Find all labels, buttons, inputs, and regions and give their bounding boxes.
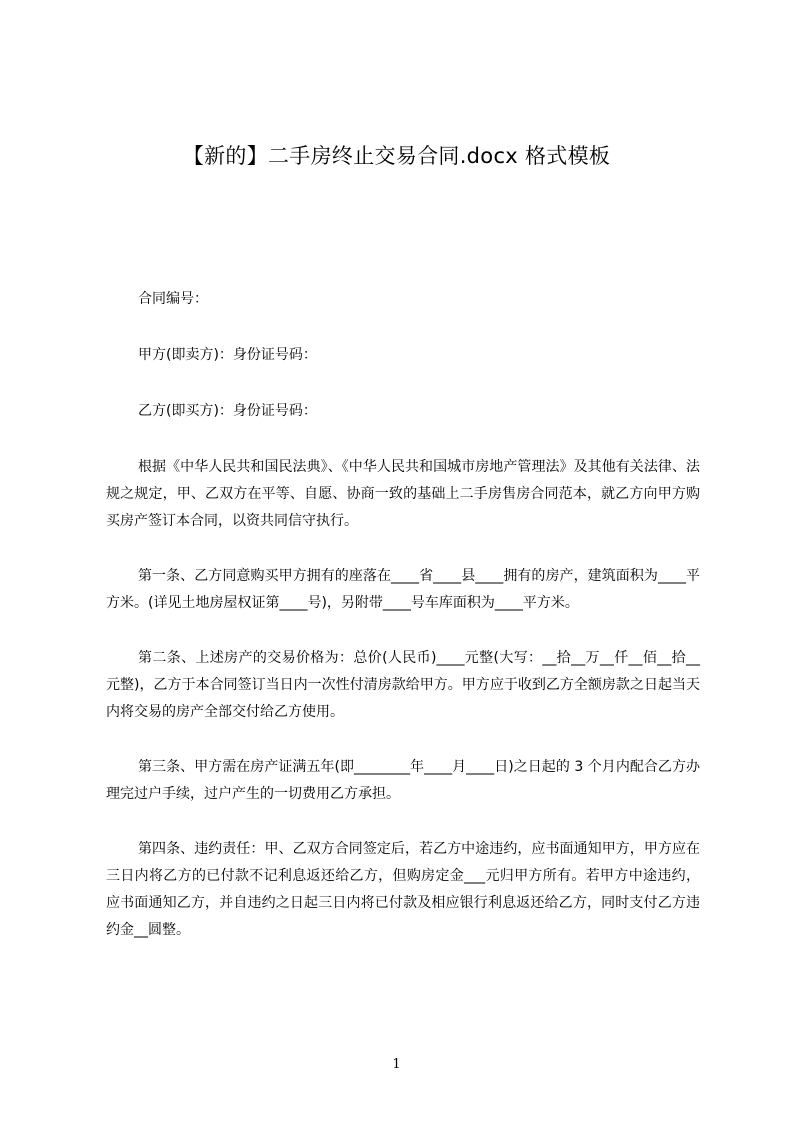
paragraph-preamble: 根据《中华人民共和国民法典》、《中华人民共和国城市房地产管理法》及其他有关法律、法规之规定，甲、乙双方在平等、自愿、协商一致的基础上二手房售房合同范本，就乙方向甲方购买房产签订本合同，以资共同信守执行。 bbox=[106, 459, 700, 529]
page-number: 1 bbox=[392, 1057, 401, 1072]
paragraph-article-2: 第二条、上述房产的交易价格为：总价(人民币)____元整(大写：__拾__万__仟__佰__拾__元整)，乙方于本合同签订当日内一次性付清房款给甲方。甲方应于收到乙方全额房款之日起当天内将交易的房产全部交付给乙方使用。 bbox=[106, 650, 700, 720]
party-a-field: 甲方(即卖方)：身份证号码： bbox=[138, 347, 317, 363]
paragraph-article-3: 第三条、甲方需在房产证满五年(即________年____月____日)之日起的 3 个月内配合乙方办理完过户手续，过户产生的一切费用乙方承担。 bbox=[106, 759, 700, 802]
contract-number-field: 合同编号： bbox=[138, 291, 208, 307]
paragraph-article-4: 第四条、违约责任：甲、乙双方合同签定后，若乙方中途违约，应书面通知甲方，甲方应在三日内将乙方的已付款不记利息返还给乙方，但购房定金___元归甲方所有。若甲方中途违约，应书面通知乙方，并自违约之日起三日内将已付款及相应银行利息返还给乙方，同时支付乙方违约金__圆整。 bbox=[106, 841, 700, 938]
party-b-field: 乙方(即买方)：身份证号码： bbox=[138, 403, 317, 419]
paragraph-article-1: 第一条、乙方同意购买甲方拥有的座落在____省____县____拥有的房产，建筑面积为____平方米。(详见土地房屋权证第____号)，另附带____号车库面积为____平方米。 bbox=[106, 568, 700, 611]
document-title: 【新的】二手房终止交易合同.docx 格式模板 bbox=[182, 144, 611, 168]
document-body bbox=[106, 286, 700, 972]
